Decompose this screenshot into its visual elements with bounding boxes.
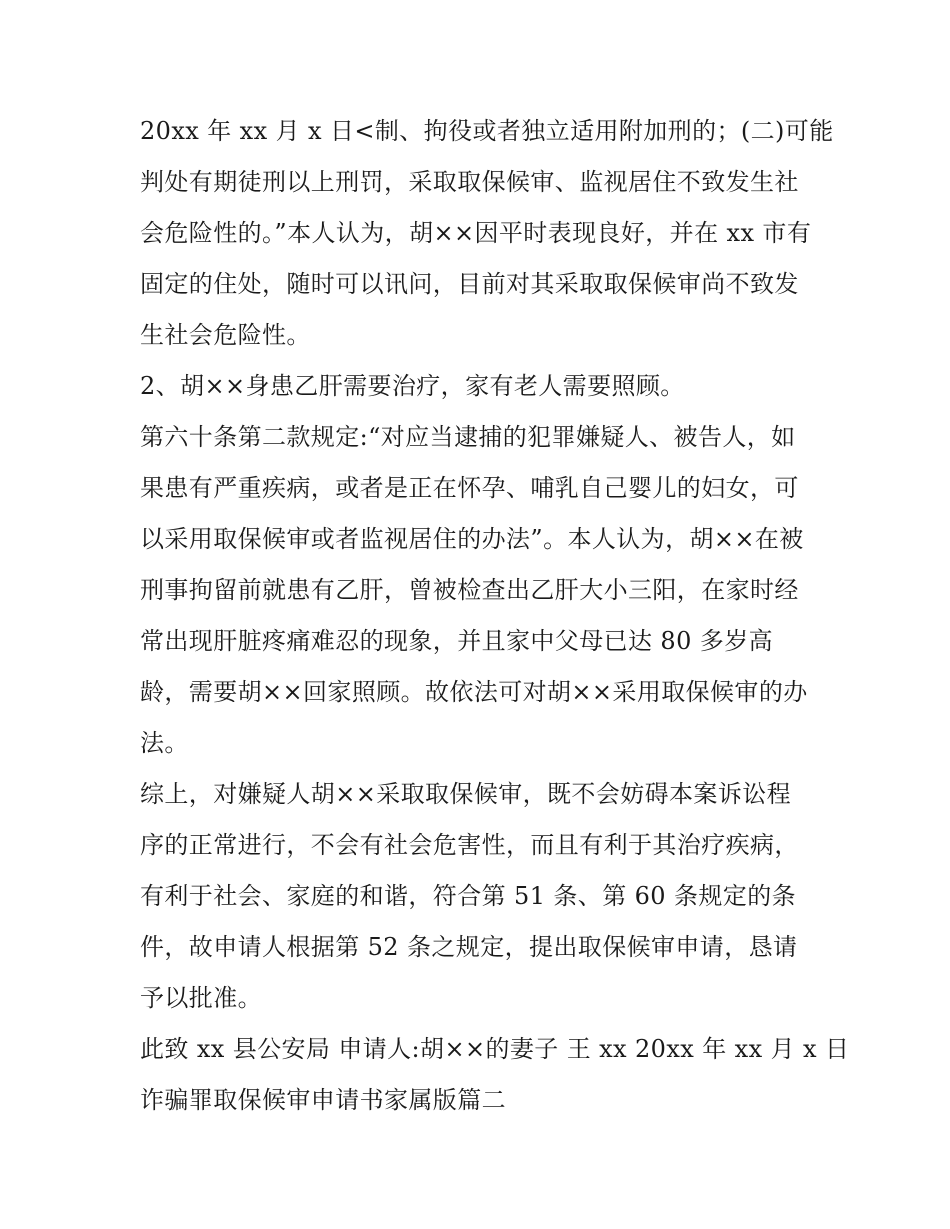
text-line: 龄，需要胡××回家照顾。故依法可对胡××采用取保候审的办 (140, 678, 808, 706)
text-line: 常出现肝脏疼痛难忍的现象，并且家中父母已达 80 多岁高 (140, 627, 773, 655)
text-line: 第六十条第二款规定:“对应当逮捕的犯罪嫌疑人、被告人，如 (140, 423, 796, 451)
text-line: 件，故申请人根据第 52 条之规定，提出取保候审申请，恳请 (140, 933, 798, 961)
text-line: 固定的住处，随时可以讯问，目前对其采取取保候审尚不致发 (140, 270, 799, 298)
text-line: 予以批准。 (140, 984, 262, 1012)
text-line: 判处有期徒刑以上刑罚，采取取保候审、监视居住不致发生社 (140, 168, 799, 196)
text-line: 生社会危险性。 (140, 321, 311, 349)
text-line: 20xx 年 xx 月 x 日<制、拘役或者独立适用附加刑的；(二)可能 (140, 117, 834, 145)
text-line: 2、胡××身患乙肝需要治疗，家有老人需要照顾。 (140, 372, 685, 400)
text-line: 法。 (140, 729, 189, 757)
text-line: 有利于社会、家庭的和谐，符合第 51 条、第 60 条规定的条 (140, 882, 796, 910)
text-line: 果患有严重疾病，或者是正在怀孕、哺乳自己婴儿的妇女，可 (140, 474, 799, 502)
text-line: 刑事拘留前就患有乙肝，曾被检查出乙肝大小三阳，在家时经 (140, 576, 799, 604)
text-line: 会危险性的。”本人认为，胡××因平时表现良好，并在 xx 市有 (140, 219, 812, 247)
text-line: 此致 xx 县公安局 申请人:胡××的妻子 王 xx 20xx 年 xx 月 x 日 (140, 1035, 850, 1063)
text-line: 综上，对嫌疑人胡××采取取保候审，既不会妨碍本案诉讼程 (140, 780, 792, 808)
text-line: 序的正常进行，不会有社会危害性，而且有利于其治疗疾病， (140, 831, 799, 859)
section-title: 诈骗罪取保候审申请书家属版篇二 (140, 1086, 506, 1114)
document-body (140, 106, 850, 1126)
text-line: 以采用取保候审或者监视居住的办法”。本人认为，胡××在被 (140, 525, 804, 553)
